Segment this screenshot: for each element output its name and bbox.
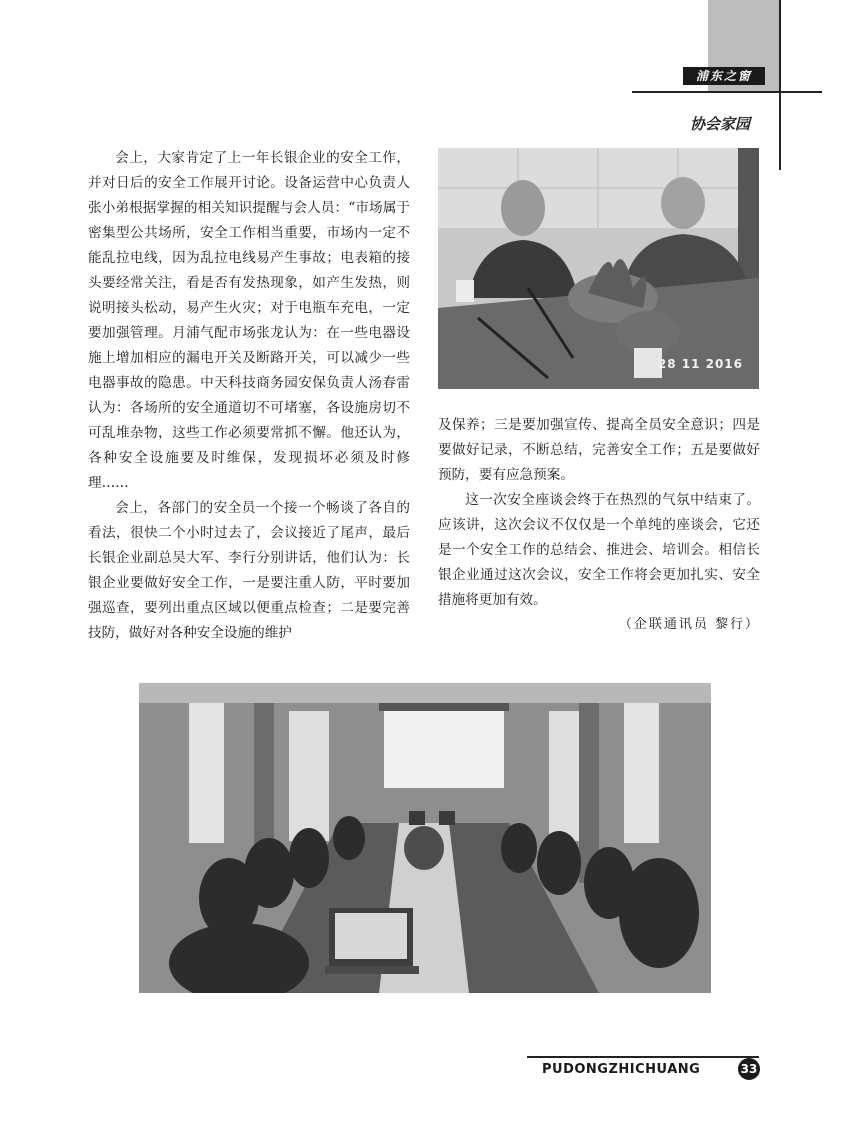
meeting-speakers-photo bbox=[438, 148, 759, 389]
article-paragraph: 会上，大家肯定了上一年长银企业的安全工作，并对日后的安全工作展开讨论。设备运营中心负责人张小弟根据掌握的相关知识提醒与会人员：“市场属于密集型公共场所，安全工作相当重要，市场内一定不能乱拉电线，因为乱拉电线易产生事故；电表箱的接头要经常关注，看是否有发热现象，如产生发热，则说明接头松动，易产生火灾；对于电瓶车充电，一定要加强管理。月浦气配市场张龙认为：在一些电器设施上增加相应的漏电开关及断路开关，可以减少一些电器事故的隐患。中天科技商务园安保负责人汤春雷认为：各场所的安全通道切不可堵塞，各设施房切不可乱堆杂物，这些工作必须要常抓不懈。他还认为，各种安全设施要及时维保，发现损坏必须及时修理…… bbox=[88, 150, 410, 491]
page-number: 33 bbox=[738, 1058, 760, 1080]
section-title: 协会家园 bbox=[690, 115, 751, 133]
article-column-right bbox=[438, 413, 760, 613]
footer-rule bbox=[527, 1056, 759, 1058]
publication-logo: 浦东之窗 bbox=[683, 67, 765, 85]
article-byline: （企联通讯员 黎行） bbox=[618, 617, 760, 632]
footer-publication-name: PUDONGZHICHUANG bbox=[542, 1062, 701, 1077]
header-vertical-rule bbox=[779, 0, 781, 170]
photo-timestamp: 28 11 2016 bbox=[657, 357, 743, 371]
meeting-room-photo bbox=[139, 683, 711, 993]
article-paragraph: 会上，各部门的安全员一个接一个畅谈了各自的看法，很快二个小时过去了，会议接近了尾声，最后长银企业副总吴大军、李行分别讲话，他们认为：长银企业要做好安全工作，一是要注重人防，平时要加强巡查，要列出重点区域以便重点检查；二是要完善技防，做好对各种安全设施的维护 bbox=[88, 500, 410, 641]
article-paragraph: 这一次安全座谈会终于在热烈的气氛中结束了。应该讲，这次会议不仅仅是一个单纯的座谈会，它还是一个安全工作的总结会、推进会、培训会。相信长银企业通过这次会议，安全工作将会更加扎实、安全措施将更加有效。 bbox=[438, 492, 760, 608]
article-paragraph: 及保养；三是要加强宣传、提高全员安全意识；四是要做好记录，不断总结，完善安全工作；五是要做好预防，要有应急预案。 bbox=[438, 417, 760, 483]
header-horizontal-rule bbox=[632, 91, 822, 93]
article-column-left bbox=[88, 146, 410, 646]
